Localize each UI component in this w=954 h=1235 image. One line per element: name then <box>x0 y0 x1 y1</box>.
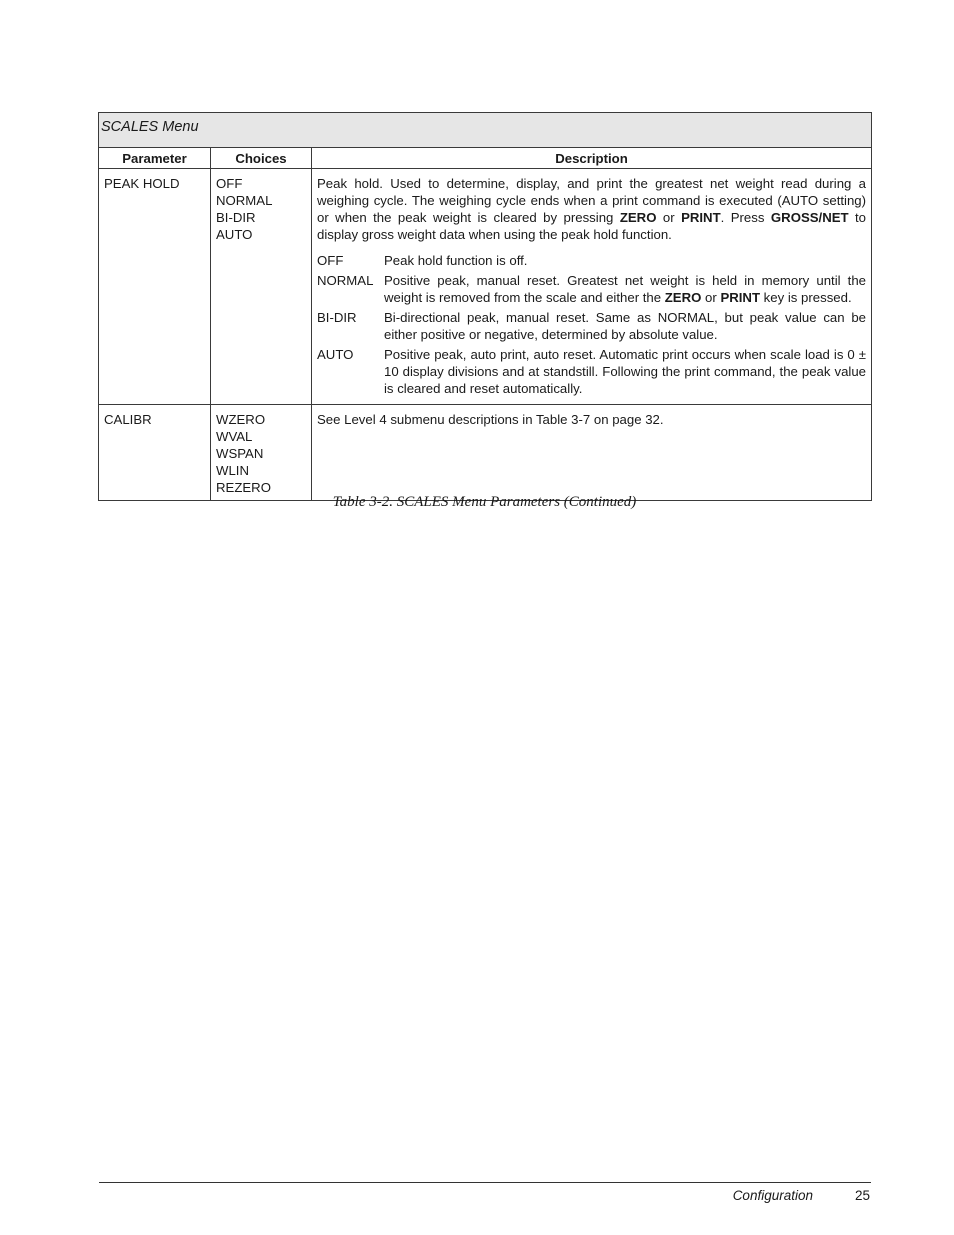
scales-menu-table <box>98 112 872 501</box>
choice-item: AUTO <box>216 227 253 242</box>
choice-item: NORMAL <box>216 193 273 208</box>
description-cell: See Level 4 submenu descriptions in Table 3-7 on page 32. <box>312 405 872 501</box>
option-row-normal <box>317 272 866 306</box>
option-row-auto <box>317 346 866 397</box>
key-print: PRINT <box>720 290 761 305</box>
choices-cell <box>211 405 312 501</box>
table-row-peak-hold <box>99 169 872 405</box>
table-title: SCALES Menu <box>99 113 872 148</box>
choice-item: OFF <box>216 176 243 191</box>
table-title-row <box>99 113 872 148</box>
choice-item: WVAL <box>216 429 253 444</box>
table-caption: Table 3-2. SCALES Menu Parameters (Continued) <box>332 494 637 510</box>
choice-item: BI-DIR <box>216 210 256 225</box>
option-text-part: Positive peak, manual reset. Greatest net weight is held in memory until the weight is removed from the scale and either the <box>384 273 867 305</box>
option-row-bi-dir <box>317 309 866 343</box>
option-name: NORMAL <box>317 273 374 288</box>
header-parameter: Parameter <box>99 148 211 169</box>
option-text <box>384 272 866 306</box>
intro-text: Peak hold. Used to determine, display, and print the greatest net weight read during a weighing cycle. The weighing cycle ends when a print command is executed (AUTO setting) or when the peak weight is cleared by pressing <box>317 176 867 225</box>
key-gross-net: GROSS/NET <box>770 210 849 225</box>
choice-item: WLIN <box>216 463 249 478</box>
option-text: Peak hold function is off. <box>384 253 528 268</box>
option-text: Positive peak, auto print, auto reset. Automatic print occurs when scale load is 0 ± 10 display divisions and at standstill. Following the print command, the peak value is cleared and reset automatically. <box>384 347 867 396</box>
footer-section-title: Configuration <box>732 1188 813 1203</box>
parameter-cell: PEAK HOLD <box>99 169 211 405</box>
key-zero: ZERO <box>619 210 657 225</box>
choice-item: WZERO <box>216 412 266 427</box>
intro-text: to display gross weight data when using the peak hold function. <box>317 210 867 242</box>
option-name: BI-DIR <box>317 310 357 325</box>
option-name: AUTO <box>317 347 354 362</box>
header-description: Description <box>312 148 872 169</box>
option-text-part: or <box>701 290 721 305</box>
peak-hold-intro <box>317 175 866 243</box>
footer-page-number: 25 <box>854 1188 870 1203</box>
key-zero: ZERO <box>664 290 702 305</box>
intro-text: . Press <box>720 210 771 225</box>
choice-item: REZERO <box>216 480 271 495</box>
footer-divider <box>99 1182 871 1183</box>
key-print: PRINT <box>681 210 721 225</box>
choices-cell <box>211 169 312 405</box>
parameter-cell: CALIBR <box>99 405 211 501</box>
header-choices: Choices <box>211 148 312 169</box>
table-header-row <box>99 148 872 169</box>
table-row-calibr <box>99 405 872 501</box>
intro-text: or <box>656 210 682 225</box>
option-text: Bi-directional peak, manual reset. Same as NORMAL, but peak value can be either positive or negative, determined by absolute value. <box>384 310 867 342</box>
option-text-part: key is pressed. <box>760 290 852 305</box>
option-name: OFF <box>317 253 344 268</box>
description-cell <box>312 169 872 405</box>
option-row-off <box>317 252 866 269</box>
choice-item: WSPAN <box>216 446 264 461</box>
